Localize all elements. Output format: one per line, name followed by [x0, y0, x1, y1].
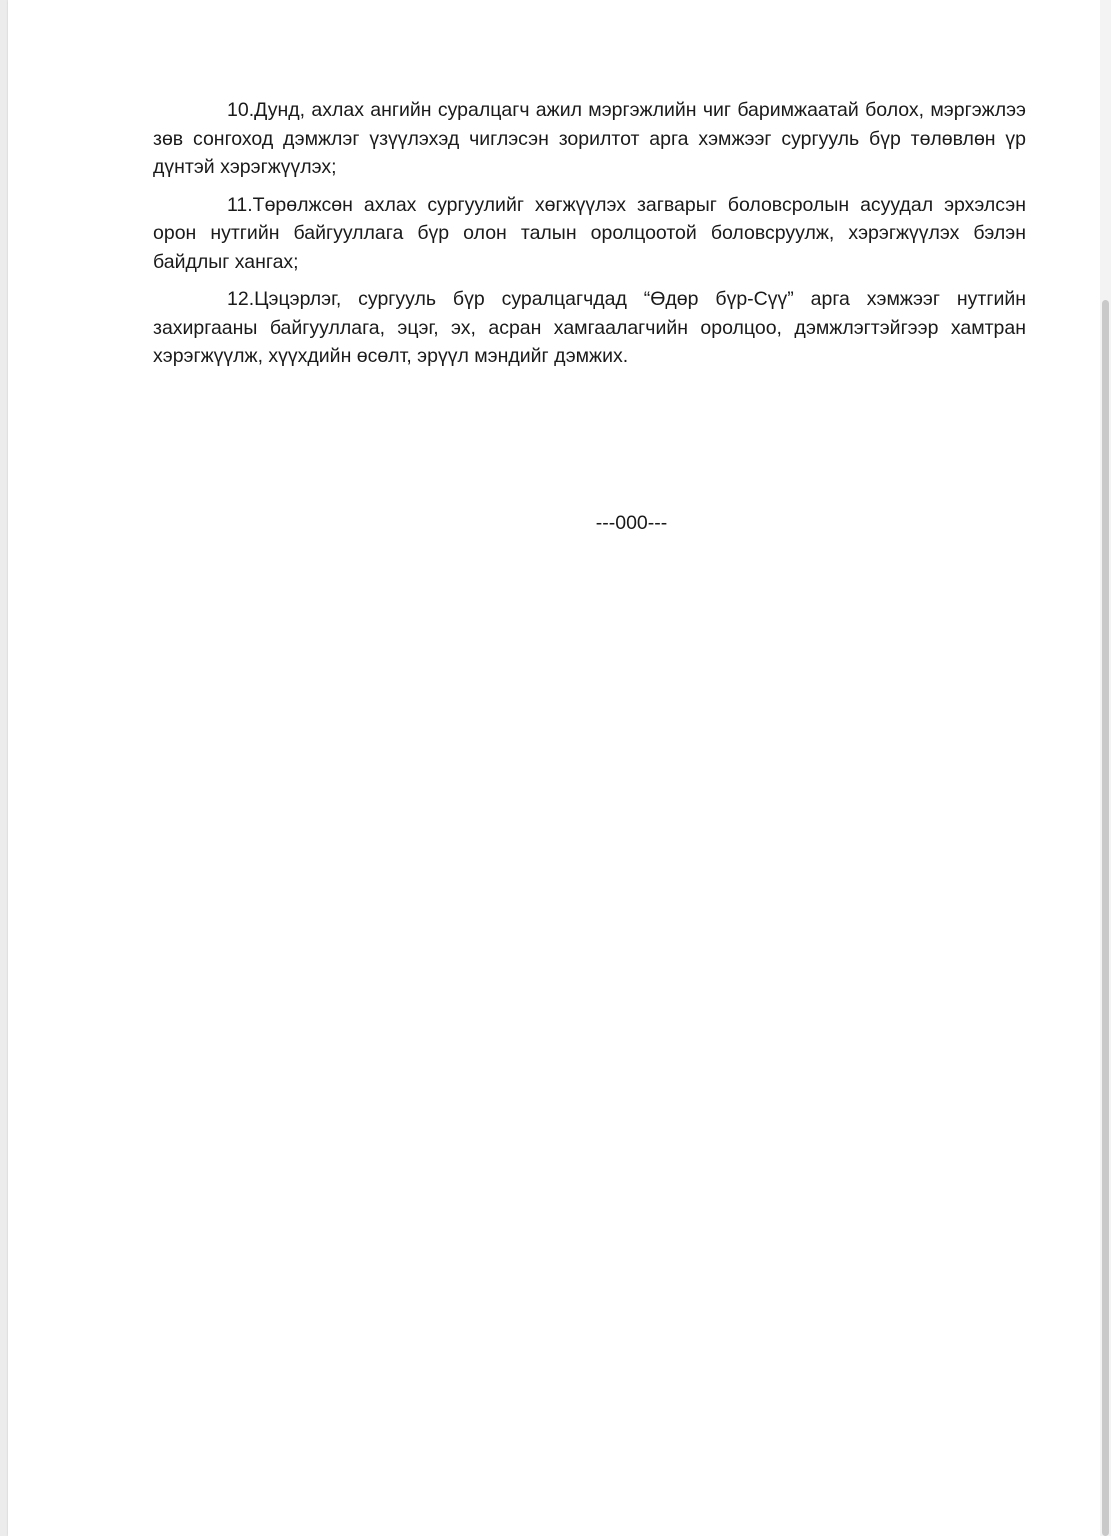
paragraph-12: 12.Цэцэрлэг, сургууль бүр суралцагчдад “Өдөр бүр-Сүү” арга хэмжээг нутгийн захиргааны байгууллага, эцэг, эх, асран хамгаалагчийн оролцоо, дэмжлэгтэйгээр хамтран хэрэгжүүлж, хүүхдийн өсөлт, эрүүл мэндийг дэмжих. — [153, 288, 1026, 367]
paragraph-11: 11.Төрөлжсөн ахлах сургуулийг хөгжүүлэх загварыг боловсролын асуудал эрхэлсэн орон нутгийн байгууллага бүр олон талын оролцоотой боловсруулж, хэрэгжүүлэх бэлэн байдлыг хангах; — [153, 193, 1026, 273]
paragraph-10: 10.Дунд, ахлах ангийн суралцагч ажил мэргэжлийн чиг баримжаатай болох, мэргэжлээ зөв сонгоход дэмжлэг үзүүлэхэд чиглэсэн зорилтот арга хэмжээг сургууль бүр төлөвлөн үр дүнтэй хэрэгжүүлэх; — [153, 99, 1026, 178]
document-page — [8, 0, 1100, 1536]
document-body — [153, 96, 1026, 380]
end-mark: ---000--- — [595, 512, 668, 534]
vertical-scrollbar[interactable] — [1100, 0, 1111, 1536]
scrollbar-thumb[interactable] — [1102, 300, 1109, 1536]
